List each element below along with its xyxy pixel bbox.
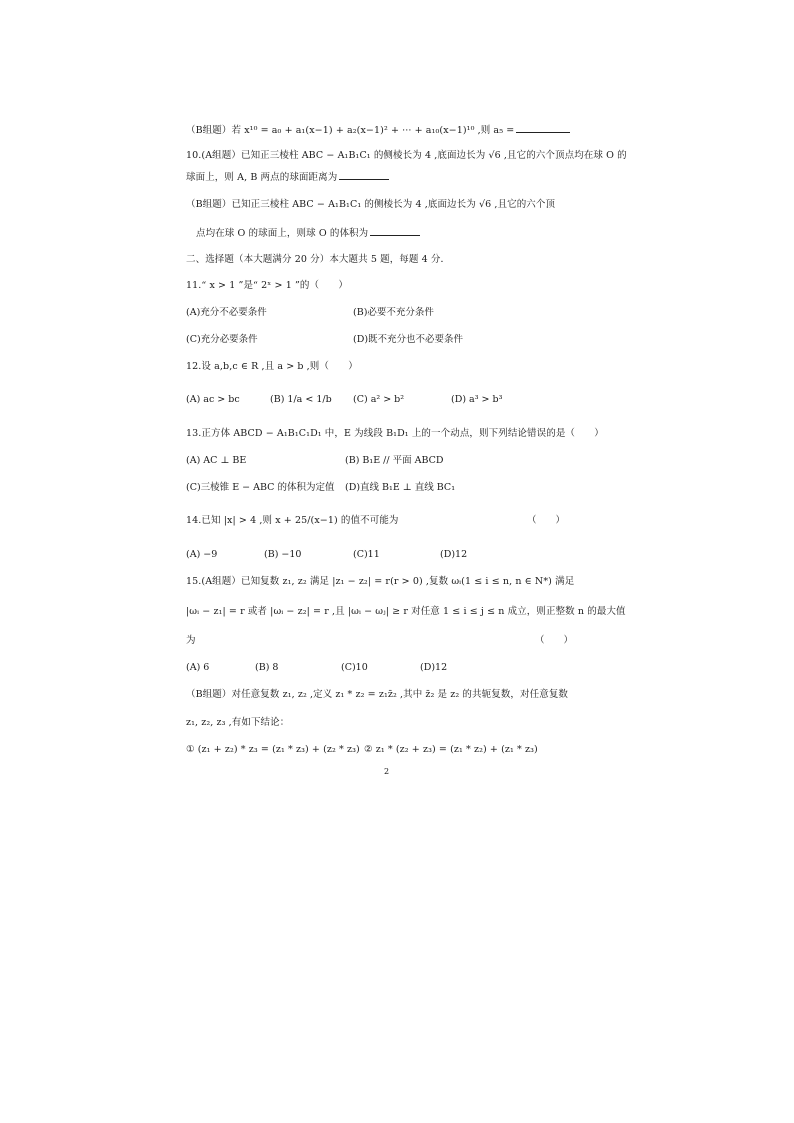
option-13a[interactable]: (A) AC ⊥ BE <box>186 455 247 466</box>
question-14: 14.已知 |x| > 4 ,则 x + 25/(x−1) 的值不可能为 <box>186 515 399 526</box>
question-15b-line1: （B组题）对任意复数 z₁, z₂ ,定义 z₁ * z₂ = z₁z̄₂ ,其中 z̄₂ 是 z₂ 的共轭复数，对任意复数 <box>186 689 569 700</box>
question-9b-text: （B组题）若 x¹⁰ = a₀ + a₁(x−1) + a₂(x−1)² + ··· + a₁₀(x−1)¹⁰ ,则 a₅ = <box>186 125 515 136</box>
question-10a-text: 球面上，则 A, B 两点的球面距离为 <box>186 172 338 183</box>
question-15b-statement-2: ② z₁ * (z₂ + z₃) = (z₁ * z₂) + (z₁ * z₃) <box>364 744 538 755</box>
option-15a-b[interactable]: (B) 8 <box>255 662 279 673</box>
question-10a-line1: 10.(A组题）已知正三棱柱 ABC − A₁B₁C₁ 的侧棱长为 4 ,底面边长为 √6 ,且它的六个顶点均在球 O 的 <box>186 150 627 161</box>
page-number: 2 <box>384 767 390 776</box>
question-15a-line2: |ωᵢ − z₁| = r 或者 |ωᵢ − z₂| = r ,且 |ωᵢ − ωⱼ| ≥ r 对任意 1 ≤ i ≤ j ≤ n 成立，则正整数 n 的最大值 <box>186 606 626 617</box>
answer-paren-15a[interactable]: （ ） <box>535 635 574 646</box>
option-13c[interactable]: (C)三棱锥 E − ABC 的体积为定值 <box>186 482 335 493</box>
option-13b[interactable]: (B) B₁E // 平面 ABCD <box>345 455 444 466</box>
option-14b[interactable]: (B) −10 <box>264 549 302 560</box>
option-14d[interactable]: (D)12 <box>440 549 468 560</box>
option-12d[interactable]: (D) a³ > b³ <box>451 394 503 405</box>
question-10a-line2 <box>186 169 389 185</box>
option-11a[interactable]: (A)充分不必要条件 <box>186 307 267 318</box>
question-13: 13.正方体 ABCD − A₁B₁C₁D₁ 中，E 为线段 B₁D₁ 上的一个动点，则下列结论错误的是（ ） <box>186 428 604 439</box>
option-14a[interactable]: (A) −9 <box>186 549 218 560</box>
option-12a[interactable]: (A) ac > bc <box>186 394 240 405</box>
option-11b[interactable]: (B)必要不充分条件 <box>353 307 434 318</box>
question-9b <box>186 122 570 138</box>
option-15a-a[interactable]: (A) 6 <box>186 662 210 673</box>
answer-blank-10a[interactable] <box>339 169 389 180</box>
question-15a-line1: 15.(A组题）已知复数 z₁, z₂ 满足 |z₁ − z₂| = r(r > 0) ,复数 ωᵢ(1 ≤ i ≤ n, n ∈ N*) 满足 <box>186 576 575 587</box>
option-11c[interactable]: (C)充分必要条件 <box>186 334 258 345</box>
answer-blank-10b[interactable] <box>370 225 420 236</box>
question-15b-line2: z₁, z₂, z₃ ,有如下结论： <box>186 717 290 728</box>
question-10b-line2 <box>196 225 420 241</box>
question-12: 12.设 a,b,c ∈ R ,且 a > b ,则（ ） <box>186 361 358 372</box>
section-2-header: 二、选择题（本大题满分 20 分）本大题共 5 题，每题 4 分． <box>186 254 451 265</box>
question-10b-text: 点均在球 O 的球面上，则球 O 的体积为 <box>196 228 369 239</box>
question-10b-line1: （B组题）已知正三棱柱 ABC − A₁B₁C₁ 的侧棱长为 4 ,底面边长为 √6 ,且它的六个顶 <box>186 199 556 210</box>
question-11: 11.“ x > 1 ”是“ 2ˣ > 1 ”的（ ） <box>186 280 348 291</box>
answer-paren-14[interactable]: （ ） <box>527 515 566 526</box>
option-15a-d[interactable]: (D)12 <box>420 662 448 673</box>
option-13d[interactable]: (D)直线 B₁E ⊥ 直线 BC₁ <box>345 482 456 493</box>
option-11d[interactable]: (D)既不充分也不必要条件 <box>353 334 464 345</box>
option-12c[interactable]: (C) a² > b² <box>353 394 405 405</box>
question-15b-statement-1: ① (z₁ + z₂) * z₃ = (z₁ * z₃) + (z₂ * z₃) <box>186 744 360 755</box>
option-12b[interactable]: (B) 1/a < 1/b <box>270 394 332 405</box>
option-15a-c[interactable]: (C)10 <box>341 662 368 673</box>
option-14c[interactable]: (C)11 <box>353 549 380 560</box>
answer-blank-9b[interactable] <box>516 122 570 133</box>
question-15a-line3: 为 <box>186 635 196 646</box>
